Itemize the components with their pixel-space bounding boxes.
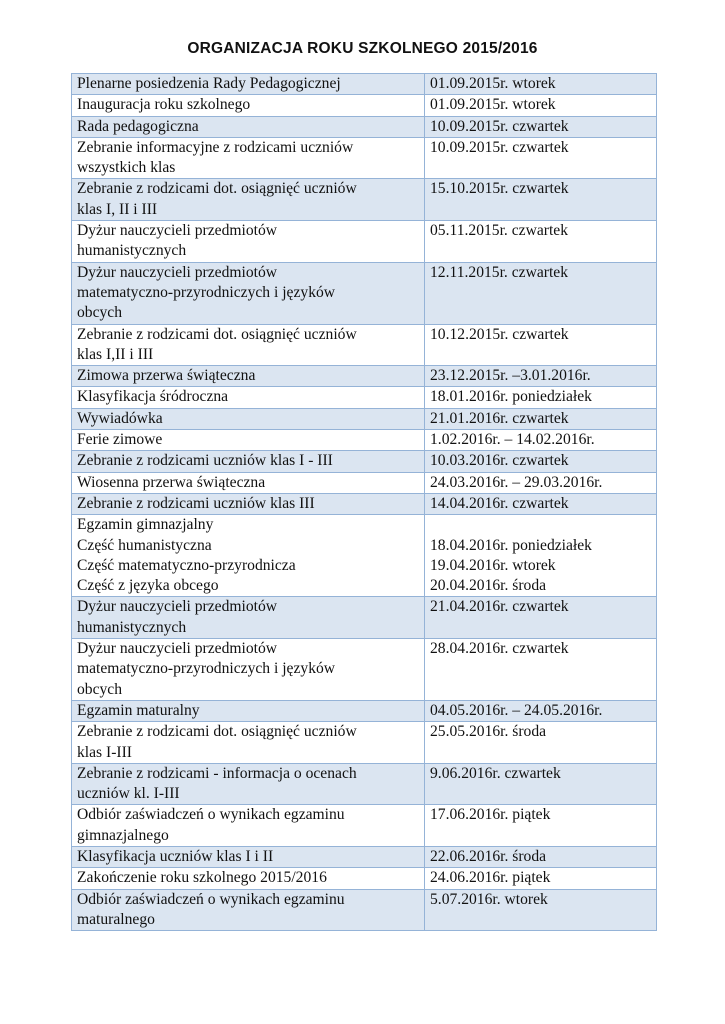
date-cell: 10.09.2015r. czwartek (425, 137, 657, 179)
event-cell: Odbiór zaświadczeń o wynikach egzaminu maturalnego (72, 889, 425, 931)
table-row (72, 116, 657, 137)
date-cell: 17.06.2016r. piątek (425, 805, 657, 847)
event-cell: Wywiadówka (72, 408, 425, 429)
event-cell: Zimowa przerwa świąteczna (72, 366, 425, 387)
date-cell: 14.04.2016r. czwartek (425, 493, 657, 514)
date-cell: 10.12.2015r. czwartek (425, 324, 657, 366)
schedule-table (71, 73, 657, 931)
table-row (72, 221, 657, 263)
date-cell: 28.04.2016r. czwartek (425, 639, 657, 701)
date-cell: 15.10.2015r. czwartek (425, 179, 657, 221)
event-cell: Egzamin maturalny (72, 700, 425, 721)
table-row (72, 868, 657, 889)
page-title: ORGANIZACJA ROKU SZKOLNEGO 2015/2016 (187, 40, 538, 57)
table-row (72, 387, 657, 408)
date-cell: 04.05.2016r. – 24.05.2016r. (425, 700, 657, 721)
event-cell: Dyżur nauczycieli przedmiotów humanistycznych (72, 597, 425, 639)
event-cell: Zebranie z rodzicami - informacja o ocenach uczniów kl. I-III (72, 763, 425, 805)
event-cell: Dyżur nauczycieli przedmiotów matematyczno-przyrodniczych i języków obcych (72, 262, 425, 324)
event-cell: Zebranie z rodzicami uczniów klas I - III (72, 451, 425, 472)
event-cell: Ferie zimowe (72, 430, 425, 451)
table-row (72, 700, 657, 721)
event-cell: Zakończenie roku szkolnego 2015/2016 (72, 868, 425, 889)
event-cell: Dyżur nauczycieli przedmiotów matematyczno-przyrodniczych i języków obcych (72, 639, 425, 701)
date-cell: 18.01.2016r. poniedziałek (425, 387, 657, 408)
event-cell: Egzamin gimnazjalny Część humanistyczna Część matematyczno-przyrodnicza Część z języka obcego (72, 515, 425, 597)
event-cell: Zebranie z rodzicami uczniów klas III (72, 493, 425, 514)
event-cell: Zebranie informacyjne z rodzicami uczniów wszystkich klas (72, 137, 425, 179)
date-cell: 10.03.2016r. czwartek (425, 451, 657, 472)
date-cell: 24.03.2016r. – 29.03.2016r. (425, 472, 657, 493)
table-row (72, 95, 657, 116)
table-row (72, 324, 657, 366)
event-cell: Rada pedagogiczna (72, 116, 425, 137)
schedule-table-body (72, 74, 657, 931)
table-row (72, 366, 657, 387)
event-cell: Zebranie z rodzicami dot. osiągnięć uczniów klas I-III (72, 722, 425, 764)
table-row (72, 472, 657, 493)
date-cell: 21.04.2016r. czwartek (425, 597, 657, 639)
date-cell: 12.11.2015r. czwartek (425, 262, 657, 324)
event-cell: Klasyfikacja śródroczna (72, 387, 425, 408)
date-cell: 1.02.2016r. – 14.02.2016r. (425, 430, 657, 451)
table-row (72, 889, 657, 931)
table-row (72, 515, 657, 597)
event-cell: Wiosenna przerwa świąteczna (72, 472, 425, 493)
date-cell: 18.04.2016r. poniedziałek 19.04.2016r. wtorek 20.04.2016r. środa (425, 515, 657, 597)
date-cell: 5.07.2016r. wtorek (425, 889, 657, 931)
table-row (72, 430, 657, 451)
table-row (72, 179, 657, 221)
event-cell: Zebranie z rodzicami dot. osiągnięć uczniów klas I,II i III (72, 324, 425, 366)
date-cell: 24.06.2016r. piątek (425, 868, 657, 889)
event-cell: Plenarne posiedzenia Rady Pedagogicznej (72, 74, 425, 95)
table-row (72, 597, 657, 639)
table-row (72, 408, 657, 429)
date-cell: 21.01.2016r. czwartek (425, 408, 657, 429)
date-cell: 01.09.2015r. wtorek (425, 95, 657, 116)
date-cell: 10.09.2015r. czwartek (425, 116, 657, 137)
date-cell: 01.09.2015r. wtorek (425, 74, 657, 95)
event-cell: Zebranie z rodzicami dot. osiągnięć uczniów klas I, II i III (72, 179, 425, 221)
date-cell: 05.11.2015r. czwartek (425, 221, 657, 263)
table-row (72, 763, 657, 805)
date-cell: 22.06.2016r. środa (425, 846, 657, 867)
table-row (72, 137, 657, 179)
table-row (72, 262, 657, 324)
table-row (72, 493, 657, 514)
date-cell: 23.12.2015r. –3.01.2016r. (425, 366, 657, 387)
date-cell: 25.05.2016r. środa (425, 722, 657, 764)
date-cell: 9.06.2016r. czwartek (425, 763, 657, 805)
table-row (72, 451, 657, 472)
event-cell: Inauguracja roku szkolnego (72, 95, 425, 116)
table-row (72, 722, 657, 764)
event-cell: Odbiór zaświadczeń o wynikach egzaminu gimnazjalnego (72, 805, 425, 847)
table-row (72, 74, 657, 95)
table-row (72, 805, 657, 847)
table-row (72, 846, 657, 867)
event-cell: Dyżur nauczycieli przedmiotów humanistycznych (72, 221, 425, 263)
event-cell: Klasyfikacja uczniów klas I i II (72, 846, 425, 867)
table-row (72, 639, 657, 701)
